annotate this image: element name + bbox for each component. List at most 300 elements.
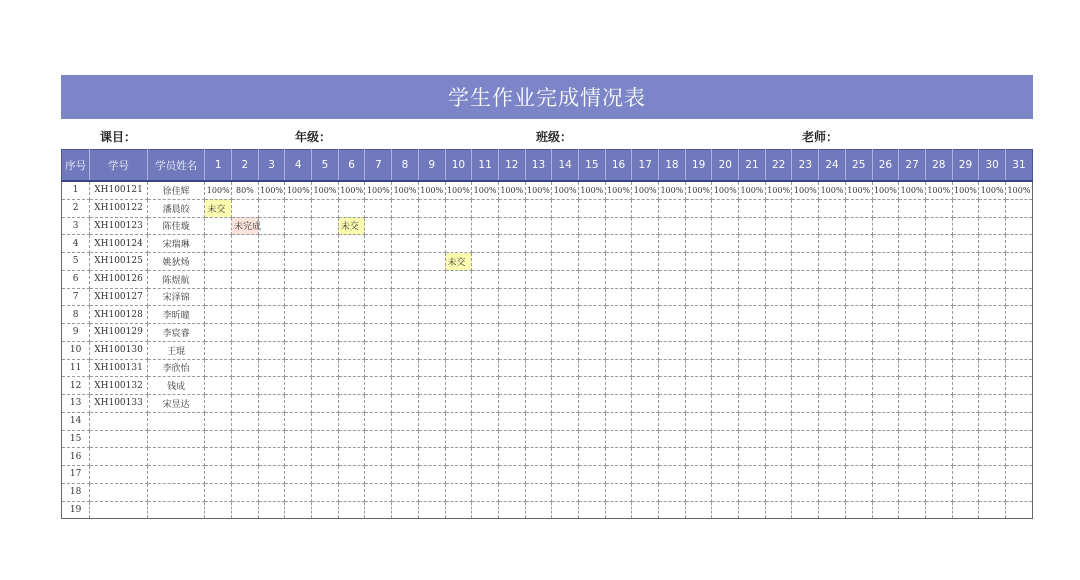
cell-day-17[interactable] [632, 270, 659, 288]
cell-name[interactable]: 李宸睿 [147, 324, 205, 342]
cell-day-25[interactable] [845, 341, 872, 359]
cell-day-25[interactable] [845, 324, 872, 342]
cell-day-7[interactable] [365, 448, 392, 466]
cell-day-27[interactable] [899, 324, 926, 342]
cell-day-26[interactable] [872, 235, 899, 253]
cell-day-30[interactable] [979, 324, 1006, 342]
cell-day-27[interactable] [899, 377, 926, 395]
cell-day-15[interactable] [578, 412, 605, 430]
cell-day-18[interactable] [659, 377, 686, 395]
cell-day-19[interactable] [685, 199, 712, 217]
cell-day-21[interactable] [739, 501, 766, 519]
cell-day-20[interactable] [712, 306, 739, 324]
cell-student-id[interactable]: XH100126 [90, 270, 148, 288]
cell-day-20[interactable] [712, 377, 739, 395]
cell-day-17[interactable] [632, 217, 659, 235]
cell-day-24[interactable] [819, 395, 846, 413]
cell-student-id[interactable]: XH100128 [90, 306, 148, 324]
cell-name[interactable] [147, 448, 205, 466]
cell-day-11[interactable] [472, 395, 499, 413]
cell-seq[interactable]: 5 [62, 253, 90, 271]
cell-day-5[interactable] [312, 341, 339, 359]
cell-day-5[interactable] [312, 448, 339, 466]
cell-day-17[interactable] [632, 501, 659, 519]
cell-seq[interactable]: 8 [62, 306, 90, 324]
cell-day-25[interactable] [845, 253, 872, 271]
cell-day-7[interactable] [365, 412, 392, 430]
cell-day-31[interactable] [1005, 430, 1032, 448]
cell-day-8[interactable] [392, 501, 419, 519]
cell-day-25[interactable] [845, 235, 872, 253]
cell-day-12[interactable] [498, 448, 525, 466]
cell-day-3[interactable] [258, 466, 285, 484]
cell-day-5[interactable] [312, 199, 339, 217]
cell-day-16[interactable] [605, 359, 632, 377]
cell-day-5[interactable] [312, 306, 339, 324]
cell-day-29[interactable] [952, 306, 979, 324]
cell-day-24[interactable] [819, 466, 846, 484]
cell-day-18[interactable] [659, 466, 686, 484]
cell-day-11[interactable] [472, 306, 499, 324]
cell-day-26[interactable] [872, 448, 899, 466]
cell-day-27[interactable] [899, 306, 926, 324]
cell-day-13[interactable] [525, 288, 552, 306]
cell-day-17[interactable] [632, 253, 659, 271]
cell-day-11[interactable] [472, 341, 499, 359]
cell-day-4[interactable] [285, 306, 312, 324]
cell-day-20[interactable] [712, 217, 739, 235]
cell-day-28[interactable] [925, 253, 952, 271]
cell-day-29[interactable] [952, 199, 979, 217]
cell-day-29[interactable] [952, 430, 979, 448]
cell-day-7[interactable] [365, 253, 392, 271]
cell-day-16[interactable] [605, 217, 632, 235]
cell-day-15[interactable]: 100% [578, 181, 605, 199]
cell-day-31[interactable] [1005, 253, 1032, 271]
cell-day-1[interactable] [205, 430, 232, 448]
cell-day-3[interactable] [258, 270, 285, 288]
cell-day-21[interactable] [739, 430, 766, 448]
cell-day-26[interactable] [872, 359, 899, 377]
cell-day-7[interactable] [365, 359, 392, 377]
cell-day-12[interactable] [498, 341, 525, 359]
cell-day-27[interactable] [899, 412, 926, 430]
cell-day-9[interactable] [418, 430, 445, 448]
cell-day-9[interactable] [418, 501, 445, 519]
cell-day-10[interactable] [445, 448, 472, 466]
cell-day-21[interactable] [739, 199, 766, 217]
cell-day-19[interactable] [685, 217, 712, 235]
cell-day-16[interactable] [605, 199, 632, 217]
cell-day-7[interactable] [365, 501, 392, 519]
cell-day-2[interactable] [232, 306, 259, 324]
cell-day-17[interactable] [632, 412, 659, 430]
cell-day-21[interactable] [739, 324, 766, 342]
cell-day-2[interactable]: 80% [232, 181, 259, 199]
cell-day-18[interactable] [659, 270, 686, 288]
cell-day-11[interactable]: 100% [472, 181, 499, 199]
cell-day-4[interactable] [285, 412, 312, 430]
cell-day-22[interactable] [765, 324, 792, 342]
cell-day-11[interactable] [472, 430, 499, 448]
cell-student-id[interactable]: XH100124 [90, 235, 148, 253]
cell-day-22[interactable] [765, 359, 792, 377]
cell-day-29[interactable] [952, 483, 979, 501]
cell-seq[interactable]: 11 [62, 359, 90, 377]
cell-day-26[interactable] [872, 466, 899, 484]
cell-name[interactable]: 潘晨皎 [147, 199, 205, 217]
cell-seq[interactable]: 4 [62, 235, 90, 253]
cell-day-24[interactable]: 100% [819, 181, 846, 199]
cell-day-30[interactable] [979, 501, 1006, 519]
cell-day-1[interactable] [205, 395, 232, 413]
cell-day-12[interactable]: 100% [498, 181, 525, 199]
cell-day-4[interactable] [285, 377, 312, 395]
cell-day-27[interactable] [899, 253, 926, 271]
cell-day-19[interactable] [685, 253, 712, 271]
cell-day-9[interactable] [418, 324, 445, 342]
cell-day-17[interactable] [632, 395, 659, 413]
cell-day-24[interactable] [819, 448, 846, 466]
cell-name[interactable]: 宋瑞琳 [147, 235, 205, 253]
cell-day-27[interactable] [899, 483, 926, 501]
cell-day-3[interactable] [258, 235, 285, 253]
cell-day-18[interactable] [659, 483, 686, 501]
cell-day-10[interactable] [445, 270, 472, 288]
cell-student-id[interactable] [90, 483, 148, 501]
cell-seq[interactable]: 16 [62, 448, 90, 466]
cell-day-31[interactable] [1005, 306, 1032, 324]
cell-day-20[interactable] [712, 466, 739, 484]
cell-day-6[interactable] [338, 306, 365, 324]
cell-day-9[interactable] [418, 306, 445, 324]
cell-day-22[interactable] [765, 448, 792, 466]
cell-seq[interactable]: 3 [62, 217, 90, 235]
cell-day-12[interactable] [498, 199, 525, 217]
cell-day-17[interactable] [632, 306, 659, 324]
cell-day-30[interactable] [979, 359, 1006, 377]
cell-day-24[interactable] [819, 235, 846, 253]
cell-day-3[interactable]: 100% [258, 181, 285, 199]
cell-day-16[interactable] [605, 377, 632, 395]
cell-day-12[interactable] [498, 483, 525, 501]
cell-day-15[interactable] [578, 466, 605, 484]
cell-day-16[interactable] [605, 412, 632, 430]
cell-day-4[interactable] [285, 324, 312, 342]
cell-day-13[interactable] [525, 483, 552, 501]
cell-day-19[interactable] [685, 430, 712, 448]
cell-day-13[interactable] [525, 199, 552, 217]
cell-day-5[interactable] [312, 412, 339, 430]
cell-day-16[interactable] [605, 448, 632, 466]
cell-day-19[interactable] [685, 466, 712, 484]
cell-day-25[interactable] [845, 217, 872, 235]
cell-day-3[interactable] [258, 359, 285, 377]
cell-day-26[interactable] [872, 199, 899, 217]
cell-day-17[interactable] [632, 448, 659, 466]
cell-day-1[interactable] [205, 448, 232, 466]
cell-day-27[interactable]: 100% [899, 181, 926, 199]
cell-student-id[interactable]: XH100121 [90, 181, 148, 199]
cell-day-2[interactable] [232, 377, 259, 395]
cell-day-18[interactable] [659, 412, 686, 430]
cell-day-21[interactable] [739, 341, 766, 359]
cell-day-15[interactable] [578, 501, 605, 519]
cell-day-13[interactable] [525, 306, 552, 324]
cell-day-12[interactable] [498, 359, 525, 377]
cell-day-27[interactable] [899, 466, 926, 484]
cell-day-15[interactable] [578, 288, 605, 306]
cell-day-30[interactable] [979, 448, 1006, 466]
cell-day-20[interactable] [712, 483, 739, 501]
cell-day-23[interactable] [792, 253, 819, 271]
cell-day-24[interactable] [819, 359, 846, 377]
cell-day-8[interactable] [392, 395, 419, 413]
cell-day-24[interactable] [819, 430, 846, 448]
cell-day-5[interactable] [312, 501, 339, 519]
cell-day-1[interactable] [205, 270, 232, 288]
cell-day-28[interactable]: 100% [925, 181, 952, 199]
cell-day-4[interactable] [285, 199, 312, 217]
cell-day-15[interactable] [578, 235, 605, 253]
cell-day-16[interactable] [605, 288, 632, 306]
cell-day-18[interactable] [659, 395, 686, 413]
cell-day-13[interactable] [525, 448, 552, 466]
cell-day-23[interactable]: 100% [792, 181, 819, 199]
cell-day-29[interactable] [952, 235, 979, 253]
cell-day-12[interactable] [498, 235, 525, 253]
cell-day-23[interactable] [792, 217, 819, 235]
cell-day-7[interactable]: 100% [365, 181, 392, 199]
cell-day-27[interactable] [899, 199, 926, 217]
cell-day-3[interactable] [258, 288, 285, 306]
cell-day-28[interactable] [925, 341, 952, 359]
cell-day-28[interactable] [925, 306, 952, 324]
cell-day-11[interactable] [472, 483, 499, 501]
cell-student-id[interactable]: XH100125 [90, 253, 148, 271]
cell-day-27[interactable] [899, 288, 926, 306]
cell-day-5[interactable] [312, 377, 339, 395]
cell-day-29[interactable]: 100% [952, 181, 979, 199]
cell-day-10[interactable] [445, 466, 472, 484]
cell-day-17[interactable] [632, 466, 659, 484]
cell-day-5[interactable] [312, 288, 339, 306]
cell-day-23[interactable] [792, 412, 819, 430]
cell-day-15[interactable] [578, 359, 605, 377]
cell-day-9[interactable] [418, 483, 445, 501]
cell-day-23[interactable] [792, 483, 819, 501]
cell-day-3[interactable] [258, 377, 285, 395]
cell-day-15[interactable] [578, 430, 605, 448]
cell-day-16[interactable]: 100% [605, 181, 632, 199]
cell-day-19[interactable] [685, 288, 712, 306]
cell-day-28[interactable] [925, 199, 952, 217]
cell-day-12[interactable] [498, 324, 525, 342]
cell-day-3[interactable] [258, 501, 285, 519]
cell-day-2[interactable] [232, 448, 259, 466]
cell-day-19[interactable] [685, 235, 712, 253]
cell-day-28[interactable] [925, 430, 952, 448]
cell-day-22[interactable] [765, 341, 792, 359]
cell-day-20[interactable] [712, 270, 739, 288]
cell-day-1[interactable] [205, 341, 232, 359]
cell-day-9[interactable] [418, 377, 445, 395]
cell-day-18[interactable] [659, 306, 686, 324]
cell-day-22[interactable] [765, 253, 792, 271]
cell-name[interactable] [147, 483, 205, 501]
cell-day-29[interactable] [952, 448, 979, 466]
cell-day-22[interactable] [765, 217, 792, 235]
cell-day-15[interactable] [578, 306, 605, 324]
cell-day-4[interactable] [285, 430, 312, 448]
cell-day-30[interactable] [979, 199, 1006, 217]
cell-day-22[interactable] [765, 430, 792, 448]
cell-day-19[interactable] [685, 483, 712, 501]
cell-day-28[interactable] [925, 235, 952, 253]
cell-day-5[interactable] [312, 253, 339, 271]
cell-day-6[interactable] [338, 288, 365, 306]
cell-day-4[interactable] [285, 359, 312, 377]
cell-day-11[interactable] [472, 288, 499, 306]
cell-day-22[interactable] [765, 501, 792, 519]
cell-day-6[interactable]: 100% [338, 181, 365, 199]
cell-day-26[interactable] [872, 217, 899, 235]
cell-day-5[interactable] [312, 466, 339, 484]
cell-day-30[interactable] [979, 217, 1006, 235]
cell-day-27[interactable] [899, 341, 926, 359]
cell-day-25[interactable] [845, 448, 872, 466]
cell-day-15[interactable] [578, 341, 605, 359]
cell-day-26[interactable]: 100% [872, 181, 899, 199]
cell-day-2[interactable] [232, 253, 259, 271]
cell-day-24[interactable] [819, 253, 846, 271]
cell-day-16[interactable] [605, 483, 632, 501]
cell-day-6[interactable] [338, 359, 365, 377]
cell-day-20[interactable] [712, 253, 739, 271]
cell-day-19[interactable] [685, 324, 712, 342]
cell-name[interactable] [147, 430, 205, 448]
cell-day-24[interactable] [819, 270, 846, 288]
cell-day-29[interactable] [952, 359, 979, 377]
cell-day-31[interactable] [1005, 235, 1032, 253]
cell-day-3[interactable] [258, 199, 285, 217]
cell-day-25[interactable] [845, 466, 872, 484]
cell-name[interactable]: 宋泽锦 [147, 288, 205, 306]
cell-day-28[interactable] [925, 412, 952, 430]
cell-day-16[interactable] [605, 270, 632, 288]
cell-day-31[interactable] [1005, 288, 1032, 306]
cell-day-21[interactable]: 100% [739, 181, 766, 199]
cell-day-7[interactable] [365, 217, 392, 235]
cell-day-8[interactable] [392, 324, 419, 342]
cell-day-26[interactable] [872, 430, 899, 448]
cell-day-24[interactable] [819, 483, 846, 501]
cell-day-26[interactable] [872, 501, 899, 519]
cell-day-27[interactable] [899, 235, 926, 253]
cell-day-1[interactable] [205, 483, 232, 501]
cell-day-19[interactable] [685, 341, 712, 359]
cell-day-20[interactable] [712, 199, 739, 217]
cell-name[interactable]: 王琨 [147, 341, 205, 359]
cell-day-13[interactable] [525, 341, 552, 359]
cell-day-3[interactable] [258, 412, 285, 430]
cell-name[interactable] [147, 466, 205, 484]
cell-day-5[interactable]: 100% [312, 181, 339, 199]
cell-day-30[interactable] [979, 466, 1006, 484]
cell-day-18[interactable]: 100% [659, 181, 686, 199]
cell-day-15[interactable] [578, 377, 605, 395]
cell-day-12[interactable] [498, 395, 525, 413]
cell-day-25[interactable] [845, 501, 872, 519]
cell-day-11[interactable] [472, 217, 499, 235]
cell-name[interactable]: 钱成 [147, 377, 205, 395]
cell-day-31[interactable] [1005, 199, 1032, 217]
cell-day-3[interactable] [258, 341, 285, 359]
cell-day-3[interactable] [258, 324, 285, 342]
cell-day-1[interactable] [205, 412, 232, 430]
cell-day-10[interactable] [445, 359, 472, 377]
cell-student-id[interactable] [90, 448, 148, 466]
cell-day-11[interactable] [472, 466, 499, 484]
cell-day-30[interactable] [979, 430, 1006, 448]
cell-day-14[interactable] [552, 199, 579, 217]
cell-day-7[interactable] [365, 199, 392, 217]
cell-day-9[interactable] [418, 341, 445, 359]
cell-day-3[interactable] [258, 217, 285, 235]
cell-day-10[interactable] [445, 412, 472, 430]
cell-day-13[interactable] [525, 359, 552, 377]
cell-day-7[interactable] [365, 341, 392, 359]
cell-day-21[interactable] [739, 306, 766, 324]
cell-day-24[interactable] [819, 217, 846, 235]
cell-day-8[interactable] [392, 466, 419, 484]
cell-day-22[interactable] [765, 306, 792, 324]
cell-day-6[interactable] [338, 377, 365, 395]
cell-day-10[interactable]: 未交 [445, 253, 472, 271]
cell-day-31[interactable] [1005, 377, 1032, 395]
cell-day-20[interactable] [712, 288, 739, 306]
cell-day-26[interactable] [872, 377, 899, 395]
cell-day-17[interactable]: 100% [632, 181, 659, 199]
cell-day-23[interactable] [792, 235, 819, 253]
cell-day-24[interactable] [819, 501, 846, 519]
cell-day-19[interactable] [685, 412, 712, 430]
cell-day-4[interactable]: 100% [285, 181, 312, 199]
cell-day-18[interactable] [659, 324, 686, 342]
cell-day-8[interactable] [392, 448, 419, 466]
cell-day-19[interactable]: 100% [685, 181, 712, 199]
cell-day-2[interactable] [232, 466, 259, 484]
cell-day-22[interactable] [765, 412, 792, 430]
cell-day-17[interactable] [632, 199, 659, 217]
cell-student-id[interactable]: XH100133 [90, 395, 148, 413]
cell-day-7[interactable] [365, 430, 392, 448]
cell-student-id[interactable] [90, 501, 148, 519]
cell-day-4[interactable] [285, 235, 312, 253]
cell-day-1[interactable] [205, 217, 232, 235]
cell-day-31[interactable] [1005, 324, 1032, 342]
cell-day-4[interactable] [285, 483, 312, 501]
cell-day-14[interactable] [552, 466, 579, 484]
cell-day-11[interactable] [472, 501, 499, 519]
cell-day-14[interactable] [552, 395, 579, 413]
cell-day-19[interactable] [685, 306, 712, 324]
cell-day-8[interactable] [392, 306, 419, 324]
cell-seq[interactable]: 9 [62, 324, 90, 342]
cell-day-11[interactable] [472, 324, 499, 342]
cell-day-1[interactable] [205, 501, 232, 519]
cell-day-2[interactable]: 未完成 [232, 217, 259, 235]
